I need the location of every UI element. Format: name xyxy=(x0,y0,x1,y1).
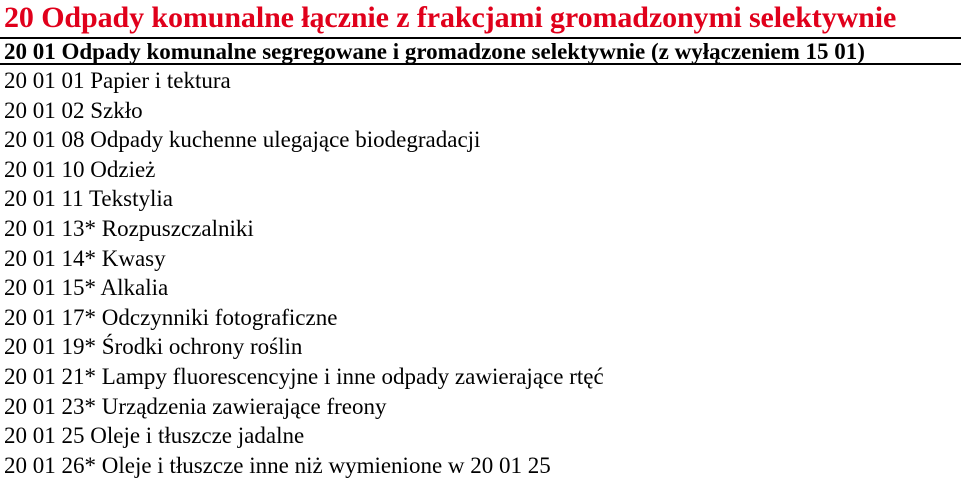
list-item: 20 01 14* Kwasy xyxy=(4,245,166,271)
list-item: 20 01 08 Odpady kuchenne ulegające biodegradacji xyxy=(4,127,481,153)
list-item: 20 01 19* Środki ochrony roślin xyxy=(4,334,303,360)
waste-code-list xyxy=(4,66,604,480)
section-subheader xyxy=(0,37,961,65)
page-title: 20 Odpady komunalne łącznie z frakcjami gromadzonymi selektywnie xyxy=(4,1,897,34)
list-item: 20 01 17* Odczynniki fotograficzne xyxy=(4,304,338,330)
list-item: 20 01 02 Szkło xyxy=(4,97,143,123)
subheader-text: 20 01 Odpady komunalne segregowane i gromadzone selektywnie (z wyłączeniem 15 01) xyxy=(4,39,865,64)
list-item: 20 01 01 Papier i tektura xyxy=(4,68,231,93)
list-item: 20 01 13* Rozpuszczalniki xyxy=(4,215,254,241)
list-item: 20 01 21* Lampy fluorescencyjne i inne odpady zawierające rtęć xyxy=(4,363,604,389)
list-item: 20 01 26* Oleje i tłuszcze inne niż wymienione w 20 01 25 xyxy=(4,452,551,478)
list-item: 20 01 11 Tekstylia xyxy=(4,186,173,212)
list-item: 20 01 15* Alkalia xyxy=(4,275,169,301)
list-item: 20 01 23* Urządzenia zawierające freony xyxy=(4,393,387,419)
list-item: 20 01 25 Oleje i tłuszcze jadalne xyxy=(4,423,305,449)
list-item: 20 01 10 Odzież xyxy=(4,156,156,182)
